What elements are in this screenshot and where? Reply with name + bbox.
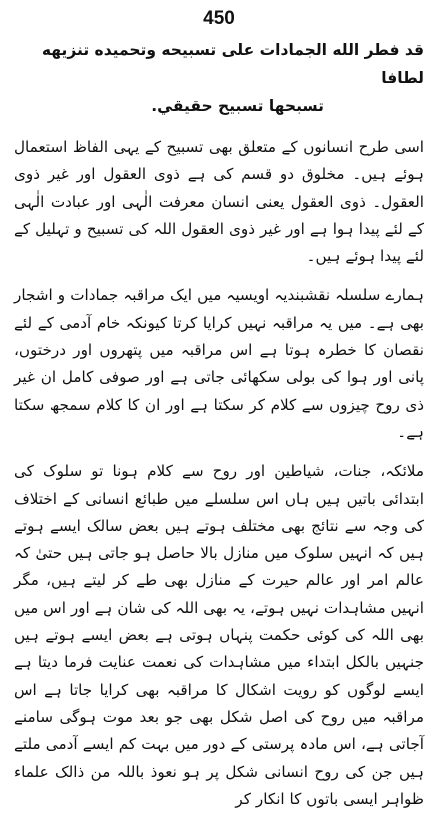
paragraph-1: اسی طرح انسانوں کے متعلق بھی تسبیح کے یہی الفاظ استعمال ہوئے ہیں۔ مخلوق دو قسم کی ہے ذوی العقول اور غیر ذوی العقول۔ ذوی العقول یعنی انسان معرفت الٰہی اور عبادت الٰہی کے لئے پیدا ہوا ہے اور غیر ذوی العقول اللہ کی تسبیح و تہلیل کے لئے پیدا ہوئے ہیں۔ <box>14 138 424 266</box>
arabic-quote-line-1: قد فطر الله الجمادات على تسبيحه وتحميده تنزيهه لطافا <box>41 41 424 87</box>
arabic-quote <box>14 36 424 120</box>
paragraph-3: ملائکہ، جنات، شیاطین اور روح سے کلام ہونا تو سلوک کی ابتدائی باتیں ہیں ہاں اس سلسلے میں طبائع انسانی کے اختلاف کی وجہ سے نتائج بھی مختلف ہوتے ہیں بعض سالک ایسے ہوتے ہیں کہ انہیں سلوک میں منازل بالا حاصل ہو جاتی ہیں حتیٰ کہ عالم امر اور عالم حیرت کے منازل بھی طے کر لیتے ہیں، مگر انہیں مشاہدات نہیں ہوتے، یہ بھی اللہ کی شان ہے اور اس میں بھی اللہ کی کوئی حکمت پنہاں ہوتی ہے بعض ایسے ہوتے ہیں جنہیں بالکل ابتداء میں مشاہدات کی نعمت عنایت فرما دیتا ہے ایسے لوگوں کو رویت اشکال کا مراقبہ بھی کرایا جاتا ہے اس مراقبہ میں روح کی اصل شکل بھی جو بعد موت ہوگی سامنے آجاتی ہے، اس مادہ پرستی کے دور میں بہت کم ایسے آدمی ملتے ہیں جن کی روح انسانی شکل پر ہو نعوذ باللہ من ذالک علماء ظواہر ایسی باتوں کا انکار کر <box>14 462 424 808</box>
arabic-quote-line-2: تسبحها تسبيح حقيقي. <box>151 97 324 115</box>
page-number: 450 <box>203 8 235 29</box>
body-text <box>14 134 424 813</box>
paragraph-2: ہمارے سلسلہ نقشبندیہ اویسیہ میں ایک مراقبہ جمادات و اشجار بھی ہے۔ میں یہ مراقبہ نہیں کرایا کرتا کیونکہ خام آدمی کے لئے نقصان کا خطرہ ہوتا ہے اس مراقبہ میں پتھروں اور درختوں، پانی اور ہوا کی بولی سکھائی جاتی ہے اور صوفی کامل ان غیر ذی روح چیزوں سے کلام کر سکتا ہے اور ان کا کلام سمجھ سکتا ہے۔ <box>14 286 424 441</box>
